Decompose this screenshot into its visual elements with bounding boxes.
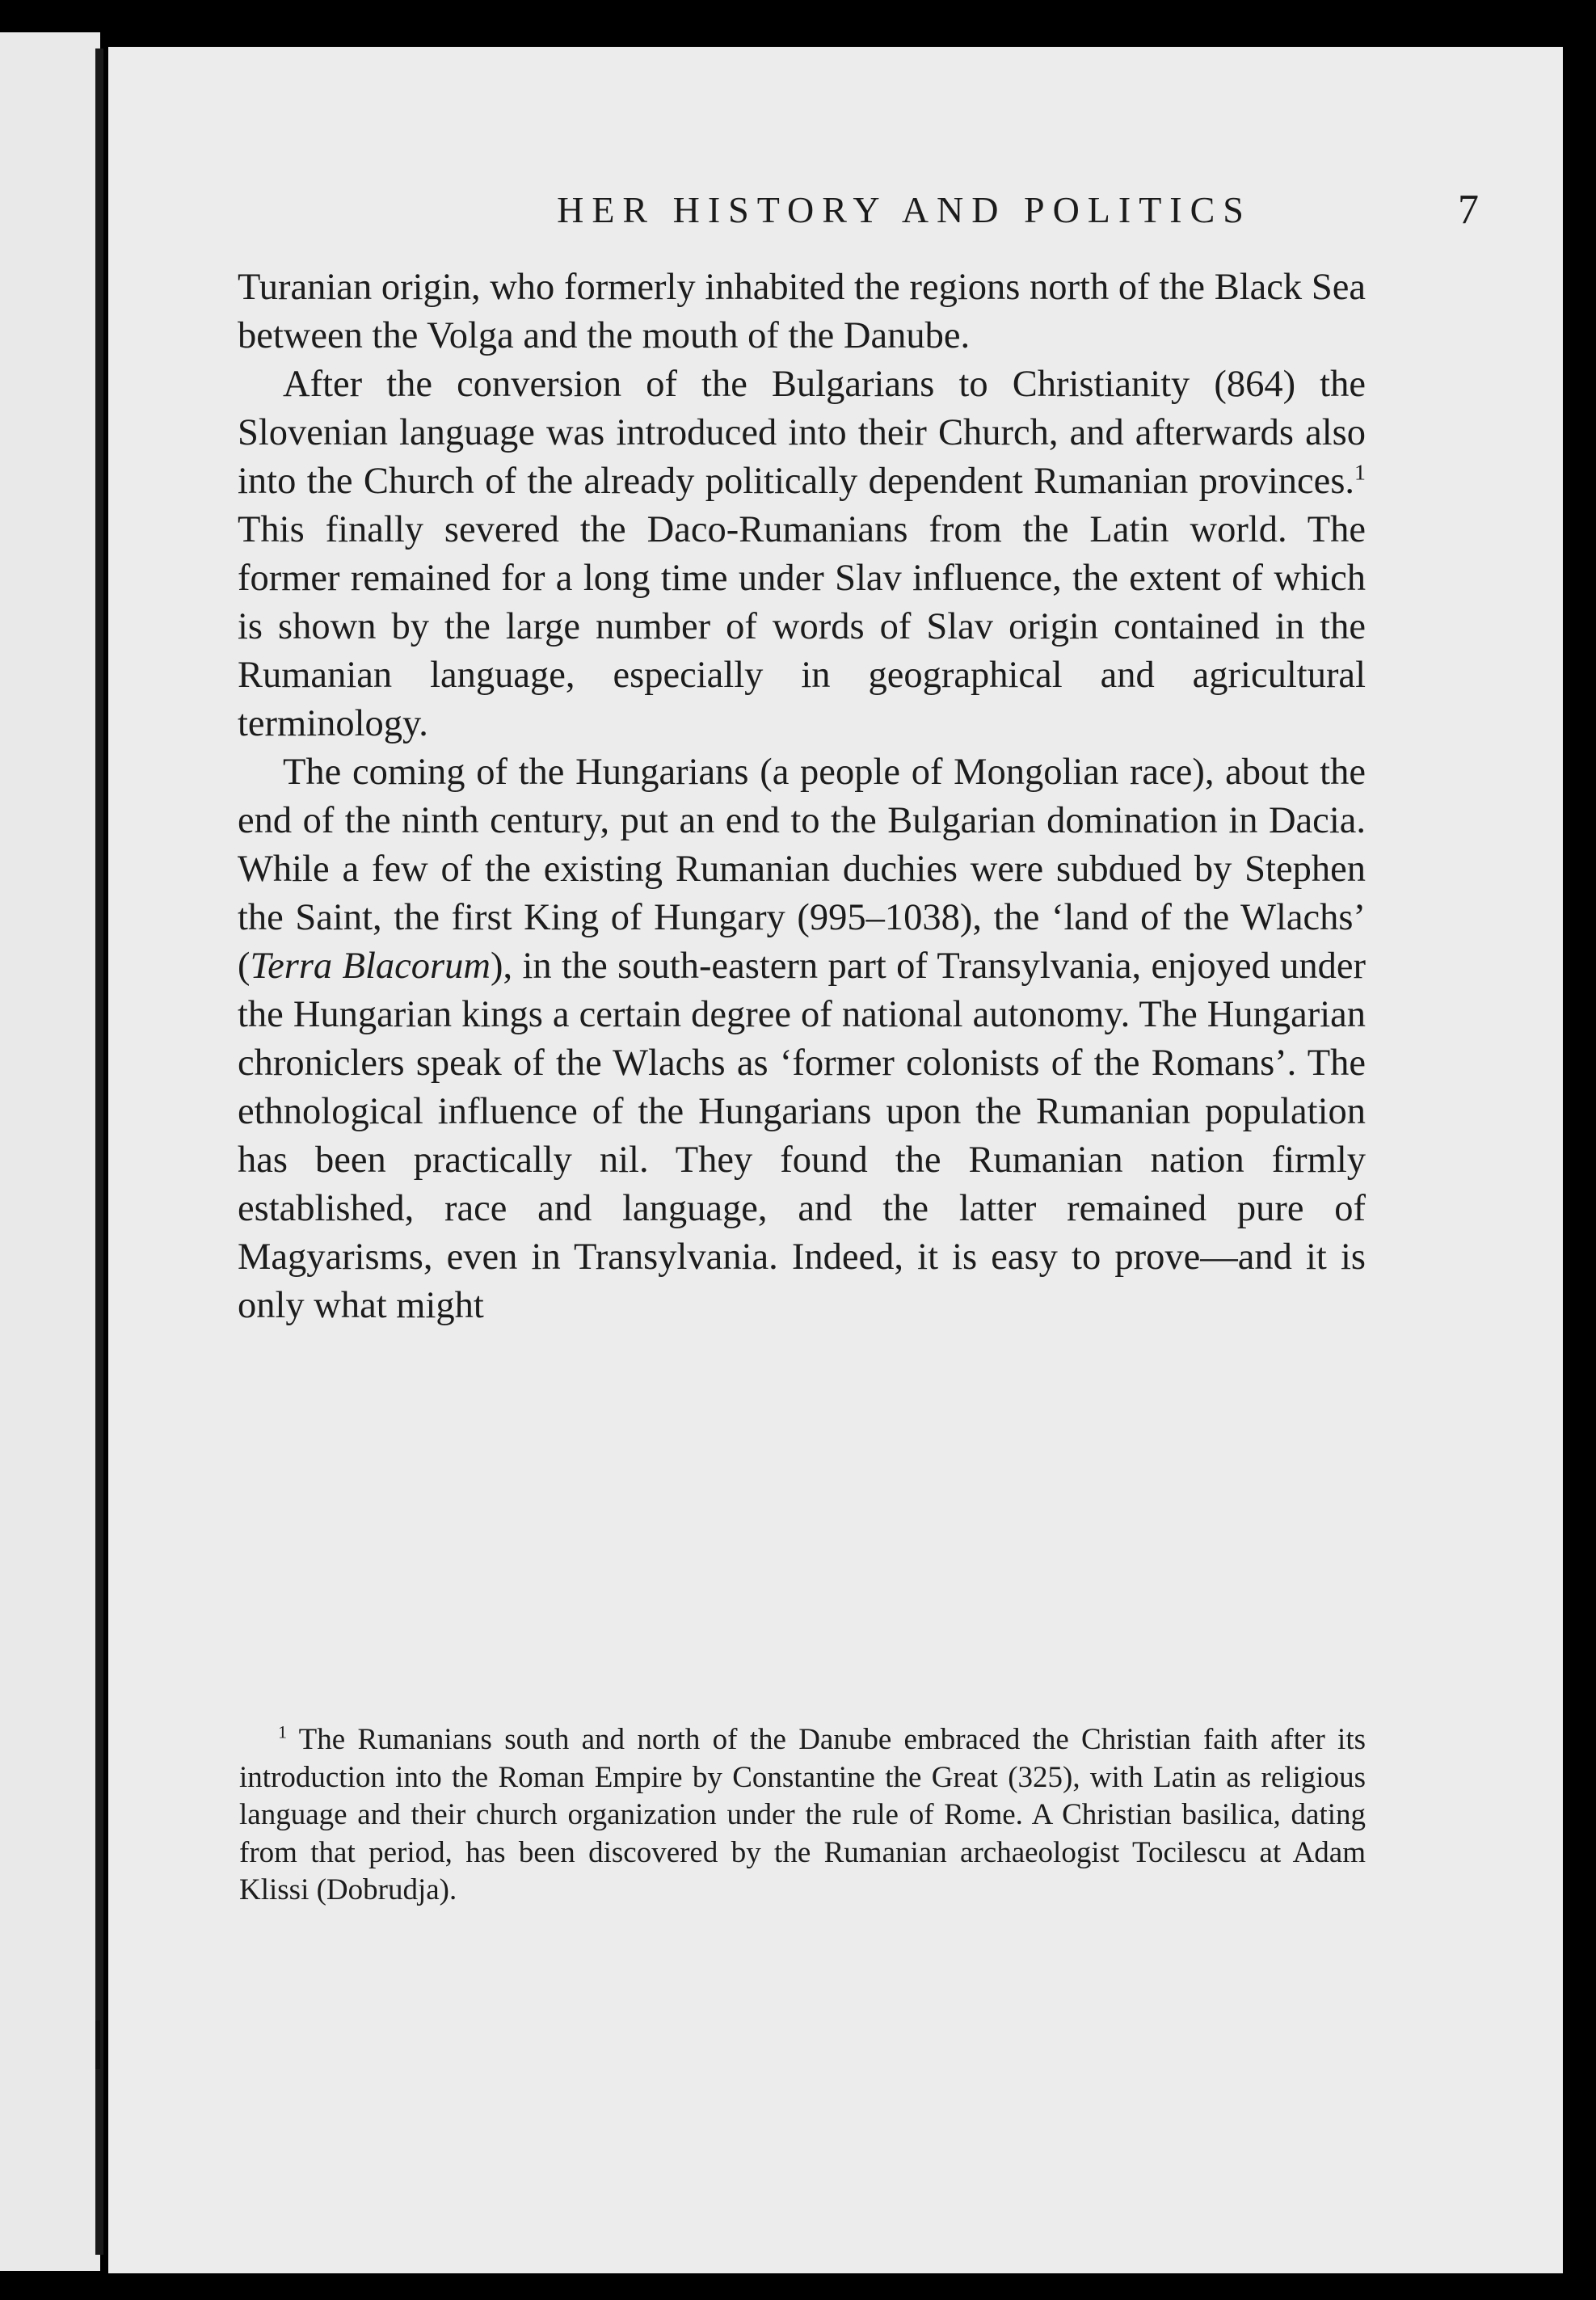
paragraph-3-italic: Terra Blacorum	[250, 946, 491, 987]
scan-mark	[95, 2020, 100, 2069]
footnote-reference: 1	[1354, 460, 1366, 486]
paragraph-2-part-2: This finally severed the Daco-Rumanians from the Latin world. The former remained for a long time under Slav influence, the extent of which is shown by the large number of words of Slav origin contained in the Rumanian language, especially in geographical and agricultural terminology.	[238, 509, 1366, 744]
page-number: 7	[1458, 187, 1479, 233]
paragraph-3-part-1: The coming of the Hungarians (a people of Mongolian race), about the end of the ninth century, put an end to the Bulgarian domination in Dacia. While a few of the existing Rumanian duchies were subdued by Stephen the Saint, the first King of Hungary (995–1038), the ‘land of the Wlachs’ (	[238, 752, 1366, 987]
footnote-marker: 1	[278, 1721, 288, 1742]
book-gutter	[95, 48, 103, 2255]
paragraph-1: Turanian origin, who formerly inhabited the regions north of the Black Sea between the Volga and the mouth of the Danube.	[238, 267, 1366, 356]
running-head: HER HISTORY AND POLITICS	[557, 189, 1252, 230]
paragraph-3	[238, 748, 1366, 1330]
paragraph-3-part-2: ), in the south-eastern part of Transylvania, enjoyed under the Hungarian kings a certain degree of national autonomy. The Hungarian chroniclers speak of the Wlachs as ‘former colonists of the Romans’. The ethnological influence of the Hungarians upon the Rumanian population has been practically nil. They found the Rumanian nation firmly established, race and language, and the latter remained pure of Magyarisms, even in Transylvania. Indeed, it is easy to prove—and it is only what might	[238, 946, 1366, 1326]
book-page	[108, 47, 1563, 2273]
body-text	[238, 263, 1366, 1330]
facing-page-edge	[0, 32, 100, 2271]
footnotes	[239, 1721, 1366, 1910]
footnote-text: The Rumanians south and north of the Danube embraced the Christian faith after its introduction into the Roman Empire by Constantine the Great (325), with Latin as religious language and their church organization under the rule of Rome. A Christian basilica, dating from that period, has been discovered by the Rumanian archaeologist Tocilescu at Adam Klissi (Dobrudja).	[239, 1723, 1366, 1906]
paragraph-2-part-1: After the conversion of the Bulgarians to Christianity (864) the Slovenian language was introduced into their Church, and afterwards also into the Church of the already politically dependent Rumanian provinces.	[238, 364, 1366, 502]
footnote-1	[239, 1721, 1366, 1910]
paragraph-2	[238, 360, 1366, 748]
